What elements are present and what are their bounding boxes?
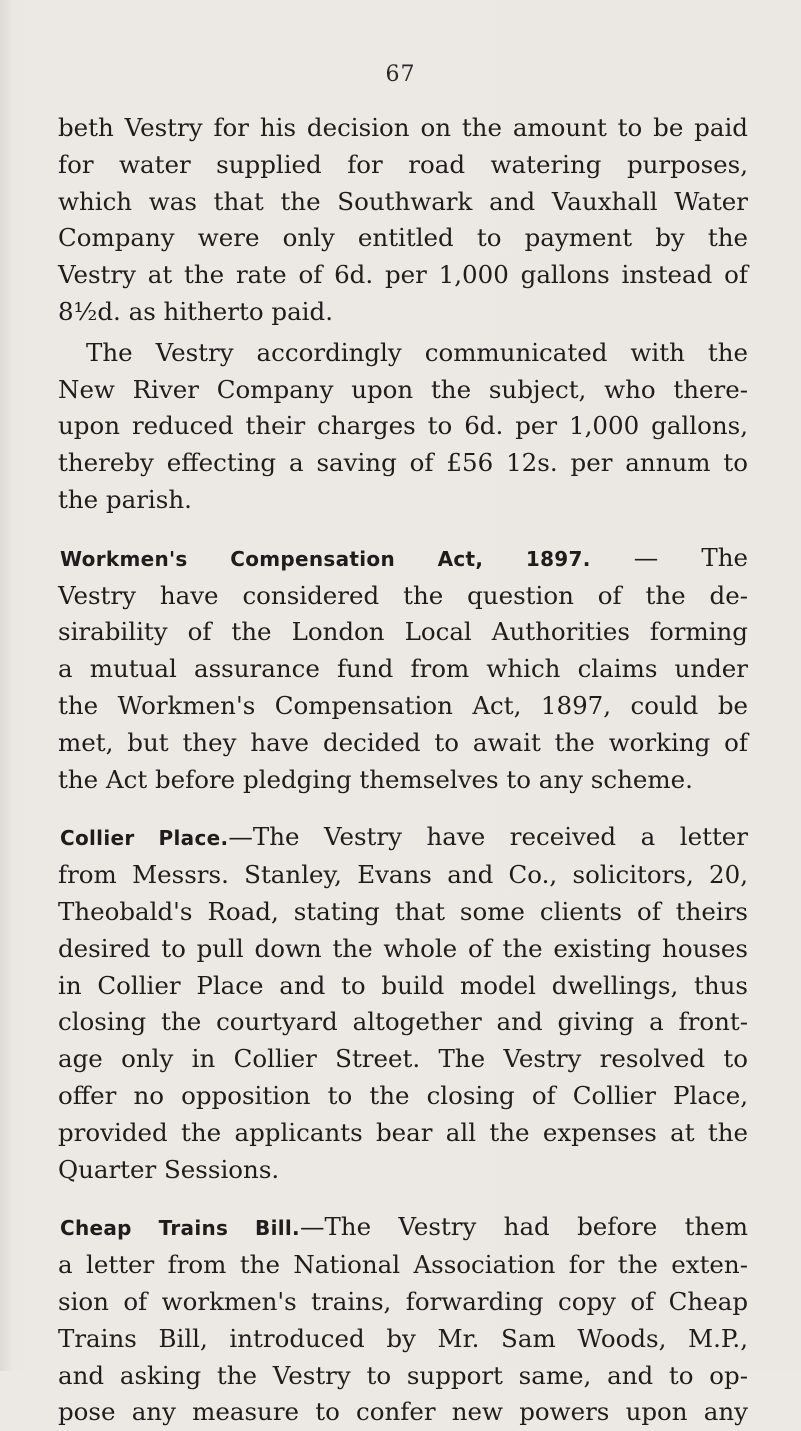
text-line: the parish.	[58, 484, 192, 514]
text-line: offer no opposition to the closing of Collier Place,	[58, 1080, 748, 1110]
text-line: 8½d. as hitherto paid.	[58, 296, 333, 326]
section-first-line	[58, 819, 748, 857]
text-line: age only in Collier Street. The Vestry resolved to	[58, 1044, 748, 1074]
text-line: desired to pull down the whole of the existing houses	[58, 933, 748, 963]
text-line: in Collier Place and to build model dwellings, thus	[58, 970, 748, 1000]
section-first-line	[58, 540, 748, 578]
section-workmens-compensation	[58, 540, 748, 799]
text-line: Company were only entitled to payment by the	[58, 223, 748, 253]
section-heading: Collier Place.	[60, 826, 229, 851]
text-line: the Workmen's Compensation Act, 1897, could be	[58, 690, 748, 720]
text-line: New River Company upon the subject, who there-	[58, 374, 748, 404]
paragraph-new-river-company	[58, 335, 748, 519]
section-first-line-text: —The Vestry have received a letter	[228, 822, 748, 852]
section-first-line	[58, 1209, 748, 1247]
section-heading: Workmen's Compensation Act, 1897.	[60, 546, 591, 571]
text-line: Vestry at the rate of 6d. per 1,000 gallons instead of	[58, 260, 748, 290]
page-number: 67	[385, 62, 416, 87]
text-line: from Messrs. Stanley, Evans and Co., solicitors, 20,	[58, 860, 748, 890]
body-text	[58, 110, 748, 1431]
text-line: for water supplied for road watering purposes,	[58, 149, 748, 179]
text-line: Trains Bill, introduced by Mr. Sam Woods, M.P.,	[58, 1323, 748, 1353]
text-line: Theobald's Road, stating that some clients of theirs	[58, 896, 748, 926]
section-first-line-text: — The	[590, 542, 748, 572]
text-line: a letter from the National Association for the exten-	[58, 1250, 748, 1280]
text-line: closing the courtyard altogether and giving a front-	[58, 1007, 748, 1037]
text-line: and asking the Vestry to support same, and to op-	[58, 1360, 748, 1390]
paragraph-road-watering	[58, 110, 748, 331]
section-heading: Cheap Trains Bill.	[60, 1216, 300, 1241]
section-first-line-text: —The Vestry had before them	[299, 1212, 748, 1242]
text-line: beth Vestry for his decision on the amount to be paid	[58, 113, 748, 142]
text-line: sirability of the London Local Authorities forming	[58, 617, 748, 647]
text-line: met, but they have decided to await the working of	[58, 727, 748, 757]
text-line: the Act before pledging themselves to any scheme.	[58, 764, 693, 794]
text-line: which was that the Southwark and Vauxhall Water	[58, 186, 748, 216]
text-line: The Vestry accordingly communicated with the	[86, 337, 748, 367]
text-line: pose any measure to confer new powers upon any	[58, 1397, 748, 1427]
text-line: thereby effecting a saving of £56 12s. per annum to	[58, 448, 748, 478]
section-collier-place	[58, 819, 748, 1188]
text-line: a mutual assurance fund from which claims under	[58, 654, 748, 684]
text-line: Vestry have considered the question of the de-	[58, 580, 748, 610]
text-line: provided the applicants bear all the expenses at the	[58, 1117, 748, 1147]
section-cheap-trains-bill	[58, 1209, 748, 1431]
text-line: Quarter Sessions.	[58, 1154, 280, 1184]
text-line: sion of workmen's trains, forwarding copy of Cheap	[58, 1286, 748, 1316]
text-line: upon reduced their charges to 6d. per 1,000 gallons,	[58, 411, 748, 441]
